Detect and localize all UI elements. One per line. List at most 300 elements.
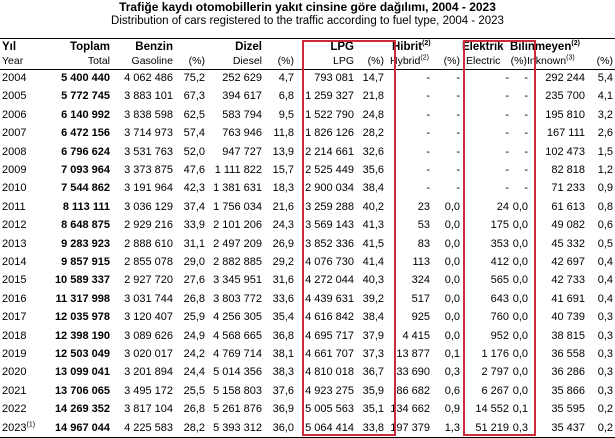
cell-value: 0,0: [444, 292, 460, 305]
header-hibrit-text: Hibrit: [392, 41, 423, 53]
cell-value: 0,3: [597, 311, 613, 324]
cell-hyb: [390, 365, 430, 379]
cell-value: 3 089 626: [124, 329, 173, 342]
cell-year: [2, 347, 26, 361]
cell-die-p: [262, 329, 294, 343]
cell-unk-p: [585, 292, 613, 306]
cell-value: 0,4: [597, 256, 613, 268]
cell-value: 86 682: [396, 384, 430, 397]
header-electric: Electric: [466, 55, 501, 67]
cell-value: -: [426, 127, 430, 140]
cell-value: 24,9: [183, 329, 205, 342]
cell-year: [2, 145, 26, 159]
cell-value: 1 826 126: [305, 127, 354, 140]
cell-value: 35 437: [551, 421, 585, 434]
cell-year: [2, 384, 26, 398]
cell-die-p: [262, 273, 294, 287]
cell-value: 0,9: [597, 182, 613, 195]
cell-value: 3 201 894: [124, 366, 173, 379]
cell-gas: [100, 402, 173, 416]
cell-value: 412: [490, 256, 509, 268]
header-gasoline: Gasoline: [131, 55, 173, 67]
cell-value: 2006: [2, 108, 27, 121]
cell-value: 1 522 790: [305, 108, 354, 121]
cell-value: 38,4: [362, 311, 384, 324]
cell-value: -: [426, 182, 430, 195]
cell-value: 37,6: [272, 384, 294, 397]
header-lpg-pct: (%): [367, 55, 384, 67]
cell-value: -: [505, 164, 509, 176]
cell-value: 0,1: [444, 348, 460, 360]
cell-value: 0,0: [512, 348, 528, 360]
cell-value: 5 393 312: [213, 421, 262, 434]
cell-die-p: [262, 163, 294, 177]
cell-value: 14 552: [475, 403, 509, 416]
header-hibrit-note: (2): [422, 40, 431, 48]
cell-value: 0,3: [444, 366, 460, 379]
cell-value: 3 120 407: [124, 311, 173, 324]
header-hybrid-pct: (%): [443, 55, 460, 67]
cell-value: 24,3: [272, 219, 294, 232]
cell-value: 3 020 017: [124, 348, 173, 360]
cell-gas: [100, 181, 173, 195]
cell-value: 167 111: [546, 127, 585, 140]
cell-value: 9,5: [278, 108, 294, 121]
cell-value: 5 772 745: [61, 90, 110, 103]
cell-die-p: [262, 347, 294, 361]
cell-unk-p: [585, 273, 613, 287]
cell-gas: [100, 108, 173, 122]
cell-value: -: [524, 182, 528, 195]
cell-value: 28,2: [362, 127, 384, 140]
cell-value: 41 691: [551, 292, 585, 305]
cell-value: 2011: [2, 200, 26, 213]
cell-year: [2, 292, 26, 306]
page-title: Trafiğe kaydı otomobillerin yakıt cinsine göre dağılımı, 2004 - 2023: [119, 0, 496, 14]
cell-value: 29,2: [272, 256, 294, 268]
cell-value: 252 629: [222, 72, 262, 84]
cell-unk-p: [585, 108, 613, 122]
cell-value: 0,0: [512, 237, 528, 250]
cell-value: 4 256 305: [213, 311, 262, 324]
cell-value: 760: [490, 311, 509, 324]
cell-value: 2 882 885: [213, 256, 262, 268]
header-hybrid-text: Hybrid: [390, 55, 421, 67]
cell-unk: [540, 402, 585, 416]
cell-value: 2020: [2, 366, 27, 379]
cell-hyb-p: [430, 163, 460, 177]
cell-value: 35,4: [272, 311, 294, 324]
cell-die: [200, 310, 262, 324]
cell-year: [2, 108, 26, 122]
cell-year: [2, 218, 26, 232]
cell-value: 0,0: [444, 200, 460, 213]
cell-value: 2 214 661: [305, 145, 354, 158]
cell-value: 0,6: [444, 384, 460, 397]
cell-value: 33 690: [396, 366, 430, 379]
cell-value: 0,0: [444, 329, 460, 342]
cell-die: [200, 273, 262, 287]
cell-value: 35,9: [362, 384, 384, 397]
page-subtitle: Distribution of cars registered to the traffic according to fuel type, 2004 - 2023: [111, 15, 504, 27]
cell-hyb-p: [430, 181, 460, 195]
cell-hyb: [390, 347, 430, 361]
cell-value: 102 473: [545, 145, 585, 158]
cell-value: 33,9: [183, 219, 205, 232]
cell-value: -: [505, 182, 509, 195]
cell-value: 0,0: [512, 274, 528, 287]
cell-value: 0,4: [597, 274, 613, 287]
cell-value: 517: [411, 292, 430, 305]
electric-highlight-box: [463, 40, 536, 436]
cell-hyb-p: [430, 292, 460, 306]
cell-value: 35,6: [362, 164, 384, 176]
cell-year: [2, 200, 26, 214]
cell-hyb-p: [430, 421, 460, 435]
cell-value: 26,8: [183, 292, 205, 305]
cell-value: 3 373 875: [124, 164, 173, 176]
cell-value: 2012: [2, 219, 27, 232]
cell-value: 7 544 862: [61, 182, 110, 195]
cell-value: 2 497 209: [213, 237, 262, 250]
cell-unk-p: [585, 329, 613, 343]
cell-value: 175: [490, 219, 509, 232]
cell-gas: [100, 71, 173, 85]
cell-value: 24,8: [362, 108, 384, 121]
cell-value: 3 259 288: [305, 200, 354, 213]
cell-value: 24,4: [183, 366, 205, 379]
cell-value: 40,3: [362, 274, 384, 287]
cell-value: 0,0: [444, 311, 460, 324]
cell-value: 38 815: [551, 329, 585, 342]
cell-value: 9 283 923: [61, 237, 110, 250]
cell-value: 36,0: [272, 421, 294, 434]
cell-value: 2007: [2, 127, 27, 140]
cell-value: 947 727: [222, 145, 262, 158]
cell-die-p: [262, 237, 294, 251]
cell-value: 2008: [2, 145, 27, 158]
cell-value: 49 082: [551, 219, 585, 232]
cell-value: 45 332: [551, 237, 585, 250]
cell-value: 3 345 951: [213, 274, 262, 287]
cell-value: 1 176: [481, 348, 509, 360]
cell-die: [200, 71, 262, 85]
cell-die-p: [262, 126, 294, 140]
cell-value: 0,0: [512, 256, 528, 268]
cell-die-p: [262, 292, 294, 306]
cell-value: 3,2: [597, 108, 613, 121]
cell-value: 25,9: [183, 311, 205, 324]
cell-gas: [100, 292, 173, 306]
cell-value: 2 929 216: [124, 219, 173, 232]
cell-die: [200, 145, 262, 159]
cell-value: 0,2: [597, 421, 613, 434]
cell-value: 0,2: [597, 403, 613, 416]
cell-value: 0,0: [512, 292, 528, 305]
cell-unk-p: [585, 365, 613, 379]
cell-hyb: [390, 145, 430, 159]
cell-value: 3 191 964: [124, 182, 173, 195]
cell-value: 134 662: [390, 403, 430, 416]
cell-value: 83: [417, 237, 430, 250]
cell-die: [200, 365, 262, 379]
cell-value: 8 113 111: [62, 200, 110, 213]
cell-gas: [100, 237, 173, 251]
header-total: Total: [87, 55, 110, 67]
cell-value: 5,4: [597, 72, 613, 84]
cell-year: [2, 402, 26, 416]
cell-value: 27,6: [183, 274, 205, 287]
cell-value: 12 035 978: [54, 311, 110, 324]
cell-value: 2023: [2, 421, 27, 434]
cell-die: [200, 329, 262, 343]
cell-value: 0,3: [597, 329, 613, 342]
cell-value: 2010: [2, 182, 27, 195]
cell-die-p: [262, 200, 294, 214]
cell-value: 0,3: [512, 421, 528, 434]
cell-value: 2021: [2, 384, 27, 397]
cell-value: 2 888 610: [124, 237, 173, 250]
cell-value: 4 076 730: [305, 256, 354, 268]
cell-value: 5 014 356: [213, 366, 262, 379]
cell-value: 29,0: [183, 256, 205, 268]
cell-value: 5 400 440: [61, 72, 110, 84]
cell-value: -: [505, 145, 509, 158]
cell-value: 13 099 041: [54, 366, 110, 379]
cell-unk: [540, 145, 585, 159]
cell-year: [2, 237, 26, 251]
cell-value: 1 111 822: [214, 164, 262, 176]
cell-value: 41,3: [362, 219, 384, 232]
cell-hyb: [390, 273, 430, 287]
cell-value: -: [524, 72, 528, 84]
cell-hyb: [390, 218, 430, 232]
header-unknown-pct: (%): [596, 55, 613, 67]
cell-value: 0,5: [597, 237, 613, 250]
cell-die-p: [262, 218, 294, 232]
cell-value: 0,8: [597, 200, 613, 213]
cell-value: 33,8: [362, 421, 384, 434]
cell-hyb: [390, 402, 430, 416]
cell-hyb-p: [430, 200, 460, 214]
year-note: (1): [26, 420, 36, 428]
cell-unk: [540, 421, 585, 435]
cell-value: 3 803 772: [213, 292, 262, 305]
cell-value: 583 794: [222, 108, 262, 121]
cell-value: 2 797: [481, 366, 509, 379]
cell-value: 61 613: [551, 200, 585, 213]
cell-unk: [540, 89, 585, 103]
cell-value: 643: [490, 292, 509, 305]
cell-unk-p: [585, 310, 613, 324]
cell-value: 2004: [2, 72, 27, 84]
cell-die: [200, 347, 262, 361]
cell-value: 36 558: [551, 348, 585, 360]
lpg-highlight-box: [302, 40, 396, 436]
cell-value: 4,1: [597, 90, 613, 103]
cell-unk: [540, 255, 585, 269]
cell-value: 39,2: [362, 292, 384, 305]
cell-hyb-p: [430, 329, 460, 343]
cell-value: 394 617: [222, 90, 262, 103]
header-electric-pct: (%): [510, 55, 527, 67]
cell-hyb: [390, 163, 430, 177]
cell-value: 3 817 104: [124, 403, 173, 416]
cell-die: [200, 255, 262, 269]
cell-hyb-p: [430, 218, 460, 232]
cell-value: 195 810: [545, 108, 585, 121]
cell-value: 1,5: [597, 145, 613, 158]
cell-die-p: [262, 181, 294, 195]
cell-value: 0,6: [597, 219, 613, 232]
cell-value: 0,4: [597, 292, 613, 305]
cell-value: 35,1: [362, 403, 384, 416]
cell-value: 21,6: [272, 200, 294, 213]
cell-year: [2, 421, 35, 435]
cell-unk: [540, 384, 585, 398]
cell-unk: [540, 273, 585, 287]
header-toplam: Toplam: [69, 41, 110, 53]
cell-unk: [540, 71, 585, 85]
cell-unk: [540, 218, 585, 232]
header-unknown-text: Inknown: [527, 55, 567, 67]
cell-value: -: [456, 72, 460, 84]
header-yil: Yıl: [2, 41, 17, 53]
cell-value: 12 398 190: [54, 329, 110, 342]
cell-gas: [100, 200, 173, 214]
cell-hyb: [390, 126, 430, 140]
cell-gas: [100, 329, 173, 343]
cell-value: 0,3: [597, 384, 613, 397]
cell-value: -: [505, 127, 509, 140]
cell-value: 4 695 717: [305, 329, 354, 342]
cell-hyb-p: [430, 273, 460, 287]
cell-year: [2, 310, 26, 324]
cell-year: [2, 71, 26, 85]
header-elektrik: Elektrik: [462, 41, 504, 53]
cell-value: 36,8: [272, 329, 294, 342]
cell-value: 41,4: [362, 256, 384, 268]
cell-value: -: [426, 164, 430, 176]
header-bilinmeyen-text: Bilinmeyen: [510, 41, 572, 53]
cell-value: 952: [490, 329, 509, 342]
cell-value: -: [524, 127, 528, 140]
cell-value: 292 244: [545, 72, 585, 84]
cell-value: 113: [412, 256, 430, 268]
cell-value: -: [426, 108, 430, 121]
cell-hyb: [390, 329, 430, 343]
cell-gas: [100, 273, 173, 287]
cell-value: 2005: [2, 90, 27, 103]
cell-value: 4 616 842: [305, 311, 354, 324]
cell-value: -: [456, 145, 460, 158]
cell-die: [200, 218, 262, 232]
cell-value: 12 503 049: [54, 348, 110, 360]
header-diesel-pct: (%): [277, 55, 294, 67]
cell-value: -: [505, 72, 509, 84]
cell-value: 21,8: [362, 90, 384, 103]
cell-value: 71 233: [551, 182, 585, 195]
cell-value: 0,0: [444, 256, 460, 268]
cell-value: 6 140 992: [61, 108, 110, 121]
cell-value: -: [426, 145, 430, 158]
cell-value: 0,0: [444, 237, 460, 250]
cell-value: 23: [417, 200, 430, 213]
cell-value: 1 259 327: [305, 90, 354, 103]
cell-value: 36,9: [272, 403, 294, 416]
cell-value: 47,6: [183, 164, 205, 176]
cell-value: 37,3: [362, 348, 384, 360]
cell-value: 197 379: [390, 421, 430, 434]
cell-value: -: [456, 127, 460, 140]
cell-value: 41,5: [362, 237, 384, 250]
header-dizel: Dizel: [235, 41, 262, 53]
cell-value: 2 900 034: [305, 182, 354, 195]
cell-value: 2 525 449: [305, 164, 354, 176]
cell-value: -: [524, 164, 528, 176]
cell-value: 3 569 143: [305, 219, 354, 232]
cell-hyb: [390, 255, 430, 269]
cell-value: 28,2: [183, 421, 205, 434]
cell-value: 0,3: [597, 348, 613, 360]
cell-value: 7 093 964: [61, 164, 110, 176]
cell-value: 75,2: [183, 72, 205, 84]
header-gasoline-pct: (%): [188, 55, 205, 67]
cell-value: -: [524, 90, 528, 103]
cell-die-p: [262, 402, 294, 416]
cell-value: 18,3: [272, 182, 294, 195]
header-hybrid-note: (2): [420, 54, 429, 62]
cell-value: 4 661 707: [305, 348, 354, 360]
cell-unk: [540, 181, 585, 195]
cell-die-p: [262, 71, 294, 85]
cell-value: 33,6: [272, 292, 294, 305]
cell-value: 0,0: [512, 311, 528, 324]
cell-value: 0,0: [444, 274, 460, 287]
cell-hyb-p: [430, 402, 460, 416]
cell-unk: [540, 347, 585, 361]
cell-value: 1,2: [597, 164, 613, 176]
cell-hyb: [390, 89, 430, 103]
cell-year: [2, 126, 26, 140]
cell-unk: [540, 237, 585, 251]
cell-gas: [100, 421, 173, 435]
cell-hyb: [390, 108, 430, 122]
cell-value: 6,8: [278, 90, 294, 103]
cell-die: [200, 237, 262, 251]
cell-value: 24: [496, 200, 509, 213]
header-year: Year: [2, 55, 24, 67]
cell-value: 52,0: [183, 145, 205, 158]
cell-value: 3 495 172: [124, 384, 173, 397]
cell-value: 3 714 973: [124, 127, 173, 140]
cell-unk-p: [585, 402, 613, 416]
cell-value: 3 852 336: [305, 237, 354, 250]
cell-hyb: [390, 181, 430, 195]
cell-hyb: [390, 237, 430, 251]
cell-gas: [100, 384, 173, 398]
cell-value: 13 706 065: [54, 384, 110, 397]
cell-value: 62,5: [183, 108, 205, 121]
cell-value: -: [505, 90, 509, 103]
cell-gas: [100, 347, 173, 361]
cell-value: -: [456, 108, 460, 121]
cell-value: 2 855 078: [124, 256, 173, 268]
cell-value: 31,1: [183, 237, 205, 250]
cell-value: 793 081: [314, 72, 354, 84]
cell-value: 4 415: [402, 329, 430, 342]
cell-die-p: [262, 145, 294, 159]
